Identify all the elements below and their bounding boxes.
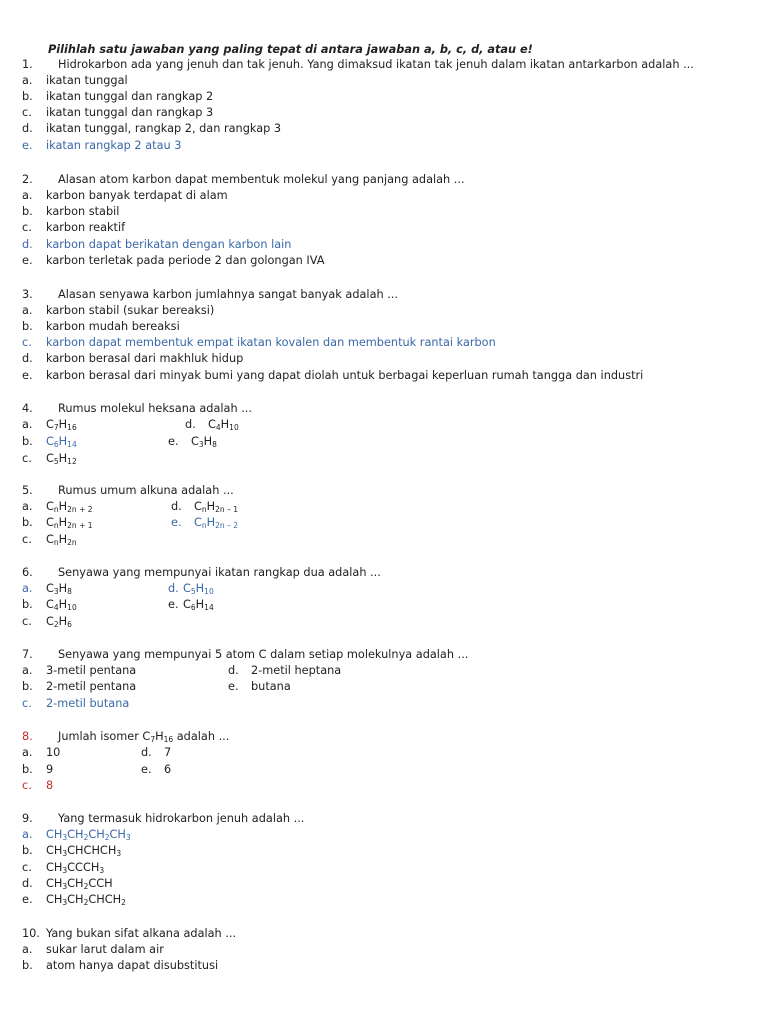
question-4-text: Rumus molekul heksana adalah ... <box>58 402 252 415</box>
question-2-text: Alasan atom karbon dapat membentuk molekul yang panjang adalah ... <box>58 173 465 186</box>
question-9-text: Yang termasuk hidrokarbon jenuh adalah ... <box>58 812 305 825</box>
question-9-number: 9. <box>22 812 33 825</box>
question-3-number: 3. <box>22 288 33 301</box>
question-8-text: Jumlah isomer $C_7H_{16}$ adalah ... <box>58 730 230 744</box>
question-7-text: Senyawa yang mempunyai 5 atom C dalam setiap molekulnya adalah ... <box>58 648 469 661</box>
question-1-number: 1. <box>22 58 33 71</box>
question-5-text: Rumus umum alkuna adalah ... <box>58 484 234 497</box>
question-7-number: 7. <box>22 648 33 661</box>
question-2-number: 2. <box>22 173 33 186</box>
question-8-number: 8. <box>22 730 33 743</box>
instruction: Pilihlah satu jawaban yang paling tepat di antara jawaban a, b, c, d, atau e! <box>48 43 533 56</box>
question-6-text: Senyawa yang mempunyai ikatan rangkap dua adalah ... <box>58 566 381 579</box>
question-6-number: 6. <box>22 566 33 579</box>
question-5-number: 5. <box>22 484 33 497</box>
question-3-text: Alasan senyawa karbon jumlahnya sangat banyak adalah ... <box>58 288 399 301</box>
question-4-number: 4. <box>22 402 33 415</box>
question-1-text: Hidrokarbon ada yang jenuh dan tak jenuh. Yang dimaksud ikatan tak jenuh dalam ikatan antarkarbon adalah ... <box>58 58 694 71</box>
question-10-text: Yang bukan sifat alkana adalah ... <box>46 927 237 940</box>
question-10-number: 10. <box>22 927 40 940</box>
